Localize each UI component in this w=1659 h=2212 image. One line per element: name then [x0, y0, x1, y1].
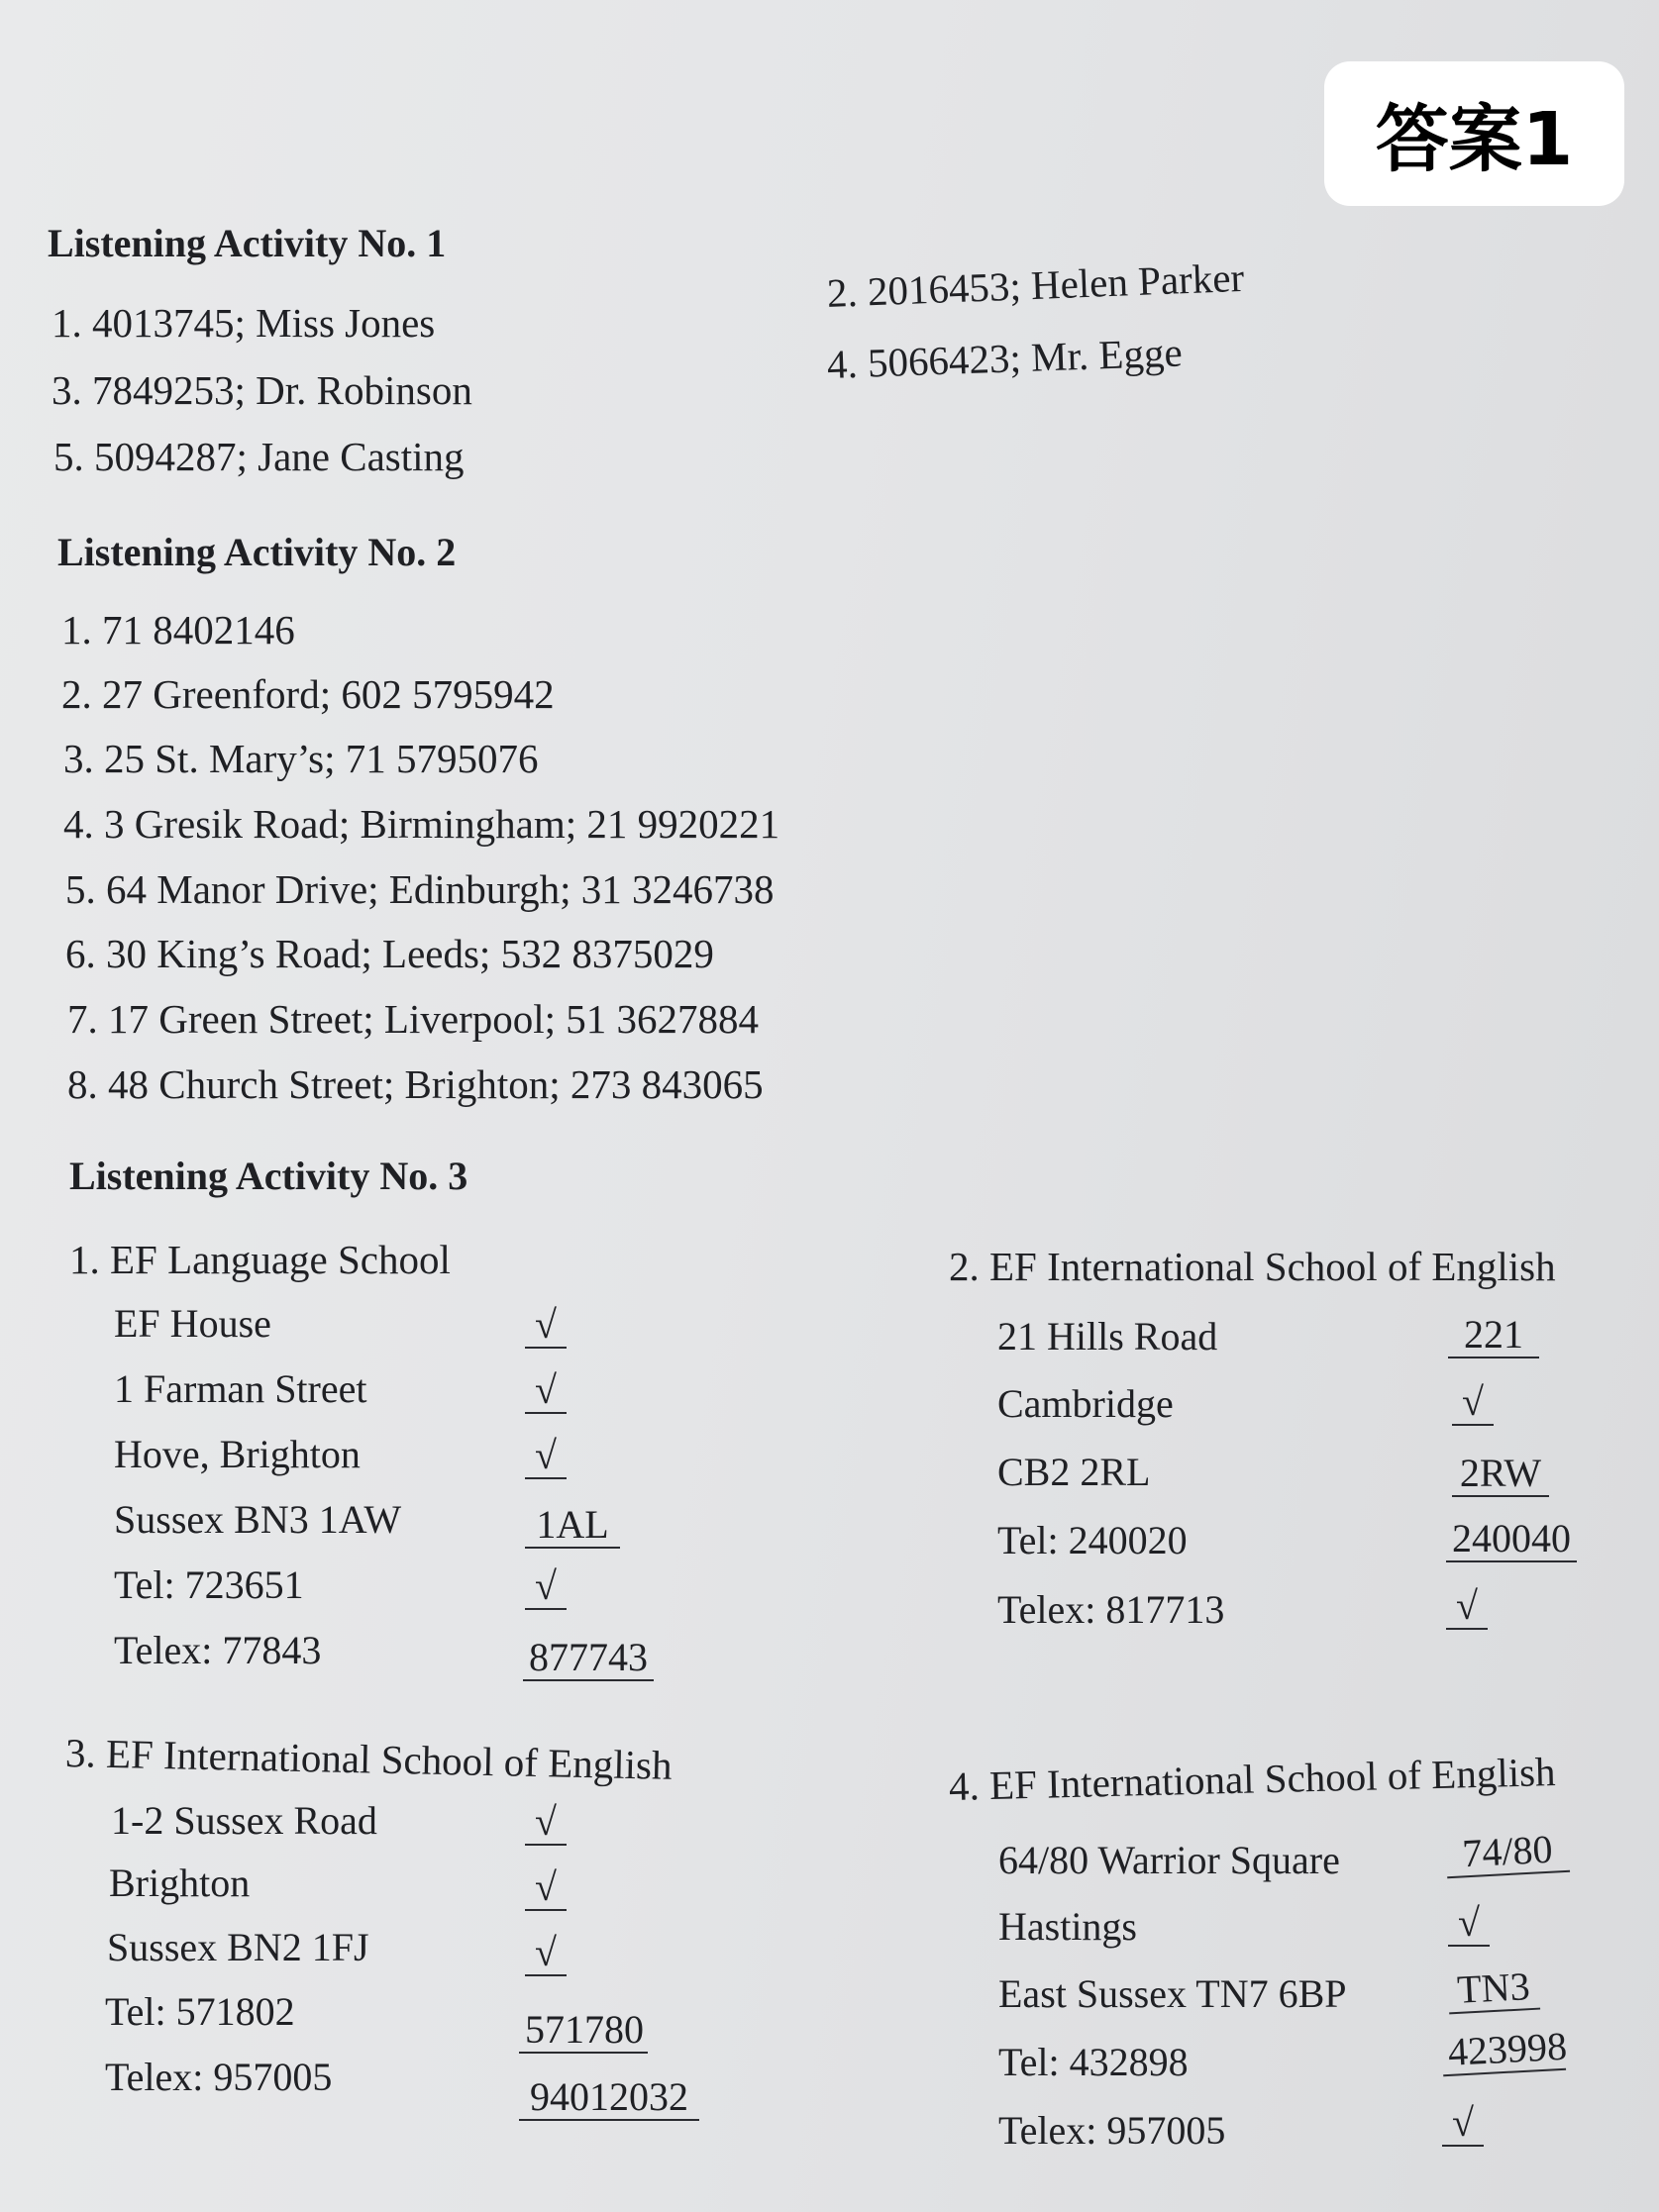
address-line: Telex: 77843	[114, 1628, 322, 1672]
address-line: Sussex BN2 1FJ	[107, 1925, 369, 1969]
answer-mark: √	[525, 1434, 567, 1479]
activity2-item: 2. 27 Greenford; 602 5795942	[61, 671, 555, 717]
activity1-item: 4. 5066423; Mr. Egge	[826, 329, 1184, 387]
answer-mark: √	[525, 1303, 567, 1349]
school-3-title: 3. EF International School of English	[64, 1730, 673, 1788]
answer-correction: 221	[1448, 1313, 1539, 1358]
activity2-item: 5. 64 Manor Drive; Edinburgh; 31 3246738	[65, 866, 775, 912]
address-line: Telex: 817713	[997, 1587, 1225, 1632]
address-line: 1-2 Sussex Road	[111, 1798, 377, 1843]
answer-mark: √	[525, 1931, 567, 1976]
address-line: 1 Farman Street	[114, 1366, 367, 1411]
activity2-item: 1. 71 8402146	[61, 607, 295, 653]
activity2-item: 7. 17 Green Street; Liverpool; 51 3627884	[67, 996, 760, 1042]
activity2-item: 3. 25 St. Mary’s; 71 5795076	[63, 736, 539, 781]
answer-mark: √	[1446, 1584, 1488, 1630]
address-line: Tel: 571802	[105, 1989, 295, 2034]
activity3-heading: Listening Activity No. 3	[69, 1154, 468, 1198]
answer-correction: 1AL	[525, 1503, 620, 1549]
address-line: Telex: 957005	[998, 2108, 1226, 2153]
address-line: Cambridge	[997, 1381, 1174, 1426]
address-line: Tel: 432898	[998, 2040, 1189, 2084]
answer-mark: √	[525, 1800, 567, 1846]
address-line: Hove, Brighton	[114, 1432, 361, 1476]
address-line: Brighton	[109, 1860, 251, 1905]
answer-mark: √	[1448, 1901, 1490, 1947]
address-line: East Sussex TN7 6BP	[998, 1971, 1347, 2016]
activity2-item: 8. 48 Church Street; Brighton; 273 843065	[67, 1061, 764, 1107]
address-line: 64/80 Warrior Square	[998, 1838, 1340, 1882]
answer-correction: TN3	[1447, 1964, 1540, 2015]
activity2-item: 6. 30 King’s Road; Leeds; 532 8375029	[65, 931, 714, 976]
address-line: 21 Hills Road	[997, 1314, 1218, 1358]
answer-mark: √	[525, 1865, 567, 1911]
activity1-item: 1. 4013745; Miss Jones	[52, 300, 436, 346]
answer-mark: √	[1442, 2101, 1484, 2147]
answer-correction: 2RW	[1452, 1452, 1549, 1497]
answer-badge: 答案1	[1324, 61, 1624, 206]
school-2-title: 2. EF International School of English	[949, 1244, 1556, 1289]
answer-correction: 94012032	[519, 2075, 699, 2121]
answer-mark: √	[525, 1368, 567, 1414]
answer-mark: √	[1452, 1380, 1494, 1426]
address-line: Hastings	[998, 1904, 1137, 1949]
address-line: CB2 2RL	[997, 1450, 1151, 1494]
activity1-item: 2. 2016453; Helen Parker	[826, 253, 1245, 316]
address-line: Sussex BN3 1AW	[114, 1497, 402, 1542]
answer-correction: 877743	[523, 1636, 654, 1681]
address-line: EF House	[114, 1301, 271, 1346]
activity1-item: 5. 5094287; Jane Casting	[53, 434, 465, 479]
address-line: Telex: 957005	[105, 2055, 333, 2099]
address-line: Tel: 240020	[997, 1518, 1188, 1562]
activity1-heading: Listening Activity No. 1	[48, 221, 447, 265]
activity2-item: 4. 3 Gresik Road; Birmingham; 21 9920221	[63, 801, 780, 847]
activity2-heading: Listening Activity No. 2	[57, 530, 457, 574]
address-line: Tel: 723651	[114, 1562, 304, 1607]
answer-correction: 74/80	[1445, 1827, 1570, 1878]
answer-correction: 240040	[1446, 1517, 1577, 1562]
answer-correction: 423998	[1441, 2025, 1566, 2076]
answer-correction: 571780	[519, 2008, 648, 2054]
answer-mark: √	[525, 1564, 567, 1610]
school-1-title: 1. EF Language School	[69, 1237, 451, 1282]
activity1-item: 3. 7849253; Dr. Robinson	[52, 367, 472, 413]
school-4-title: 4. EF International School of English	[948, 1749, 1557, 1809]
